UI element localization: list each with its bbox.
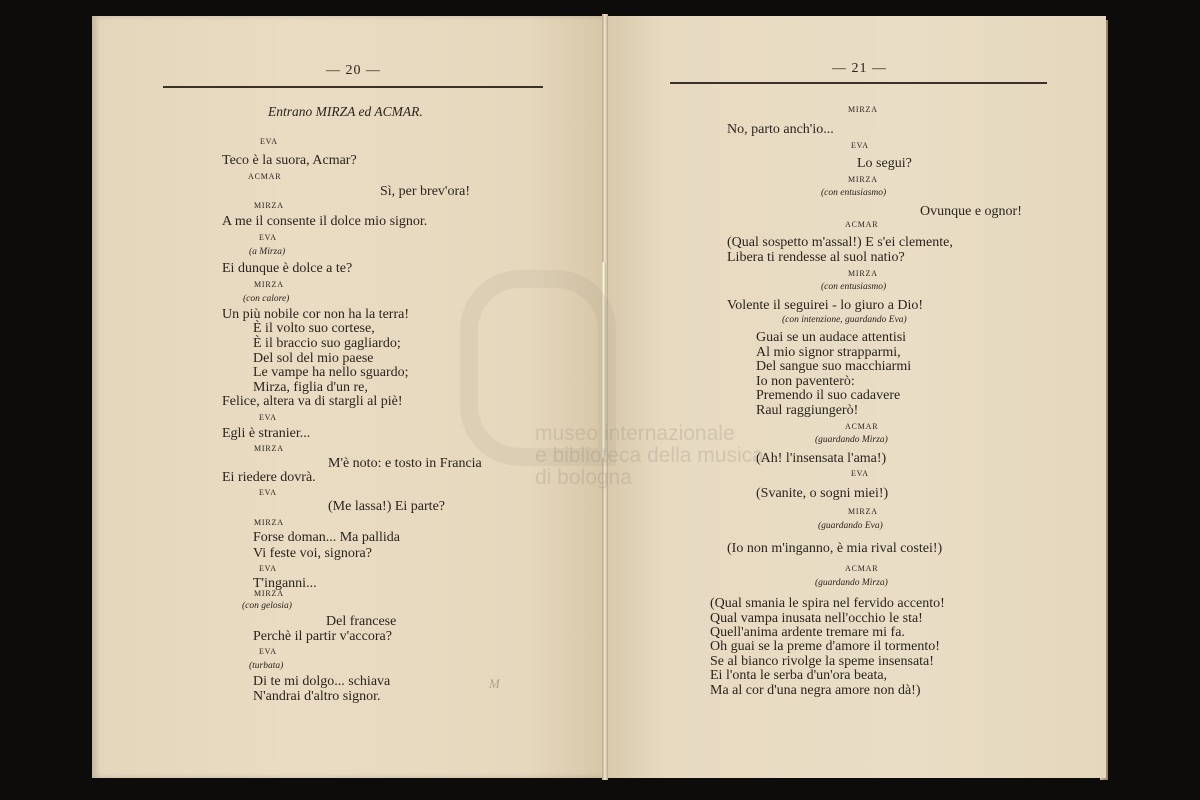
speaker-name: EVA [851, 469, 869, 478]
speaker-name: ACMAR [845, 564, 879, 573]
verse-line: Libera ti rendesse al suol natio? [727, 250, 905, 265]
verse-line: Del sangue suo macchiarmi [756, 359, 912, 374]
verse-line: Ma al cor d'una negra amore non dà!) [710, 683, 921, 698]
speaker-name: EVA [260, 137, 278, 146]
verse-line: Premendo il suo cadavere [756, 388, 901, 403]
verse-line: T'inganni... [253, 576, 317, 591]
stage-direction: (turbata) [249, 661, 284, 671]
verse-line: (Me lassa!) Ei parte? [328, 499, 445, 514]
speaker-name: MIRZA [848, 175, 878, 184]
left-page-number: — 20 — [326, 63, 381, 78]
verse-line: Mirza, figlia d'un re, [253, 380, 368, 395]
verse-line: Ei riedere dovrà. [222, 470, 316, 485]
speaker-name: MIRZA [254, 589, 284, 598]
verse-line: A me il consente il dolce mio signor. [222, 214, 428, 229]
speaker-name: EVA [851, 141, 869, 150]
speaker-name: MIRZA [254, 444, 284, 453]
verse-line: Egli è stranier... [222, 426, 311, 441]
verse-line: Le vampe ha nello sguardo; [253, 365, 409, 380]
verse-line: (Svanite, o sogni miei!) [756, 486, 889, 501]
watermark-line: museo internazionale [535, 422, 735, 445]
verse-line: (Qual smania le spira nel fervido accento! [710, 596, 945, 611]
stage-direction: (con gelosia) [242, 601, 292, 611]
speaker-name: MIRZA [254, 201, 284, 210]
watermark-text [535, 423, 764, 489]
verse-line: Volente il seguirei - lo giuro a Dio! [727, 298, 924, 313]
verse-line: Di te mi dolgo... schiava [253, 674, 391, 689]
verse-line: (Qual sospetto m'assal!) E s'ei clemente, [727, 235, 953, 250]
verse-line: Perchè il partir v'accora? [253, 629, 392, 644]
stage-direction: (con entusiasmo) [821, 282, 887, 292]
verse-line: Raul raggiungerò! [756, 403, 859, 418]
stage-direction: (a Mirza) [249, 247, 286, 257]
stage-direction: (con calore) [243, 294, 290, 304]
verse-line: Del sol del mio paese [253, 351, 374, 366]
verse-line: È il volto suo cortese, [253, 321, 375, 336]
verse-line: Io non paventerò: [756, 374, 855, 389]
speaker-name: EVA [259, 413, 277, 422]
verse-line: (Io non m'inganno, è mia rival costei!) [727, 541, 943, 556]
verse-line: Un più nobile cor non ha la terra! [222, 307, 409, 322]
right-page-number: — 21 — [832, 61, 887, 76]
verse-line: Felice, altera va di stargli al piè! [222, 394, 403, 409]
pencil-mark: M [489, 676, 500, 691]
verse-line: (Ah! l'insensata l'ama!) [756, 451, 887, 466]
verse-line: Guai se un audace attentisi [756, 330, 907, 345]
stage-direction: (guardando Mirza) [815, 435, 888, 445]
verse-line: Ovunque e ognor! [920, 204, 1022, 219]
speaker-name: MIRZA [254, 280, 284, 289]
right-header-rule [670, 82, 1047, 84]
verse-line: È il braccio suo gagliardo; [253, 336, 401, 351]
stage-direction-header: Entrano MIRZA ed ACMAR. [268, 104, 423, 119]
verse-line: Quell'anima ardente tremare mi fa. [710, 625, 905, 640]
speaker-name: EVA [259, 233, 277, 242]
watermark-line: di bologna [535, 466, 632, 489]
speaker-name: ACMAR [845, 422, 879, 431]
verse-line: Ei l'onta le serba d'un'ora beata, [710, 668, 888, 683]
speaker-name: ACMAR [248, 172, 282, 181]
stage-direction: (con entusiasmo) [821, 188, 887, 198]
speaker-name: EVA [259, 564, 277, 573]
verse-line: Teco è la suora, Acmar? [222, 153, 357, 168]
speaker-name: ACMAR [845, 220, 879, 229]
verse-line: Ei dunque è dolce a te? [222, 261, 353, 276]
verse-line: No, parto anch'io... [727, 122, 834, 137]
verse-line: Al mio signor strapparmi, [756, 345, 901, 360]
stage-direction: (guardando Mirza) [815, 578, 888, 588]
speaker-name: MIRZA [848, 507, 878, 516]
speaker-name: MIRZA [848, 105, 878, 114]
verse-line: Lo segui? [857, 156, 912, 171]
speaker-name: MIRZA [254, 518, 284, 527]
verse-line: Vi feste voi, signora? [253, 546, 372, 561]
speaker-name: MIRZA [848, 269, 878, 278]
verse-line: Forse doman... Ma pallida [253, 530, 400, 545]
watermark-line: e biblioteca della musica [535, 444, 764, 467]
verse-line: Del francese [326, 614, 397, 629]
verse-line: M'è noto: e tosto in Francia [328, 456, 482, 471]
left-header-rule [163, 86, 543, 88]
verse-line: Oh guai se la preme d'amore il tormento! [710, 639, 940, 654]
verse-line: N'andrai d'altro signor. [253, 689, 381, 704]
verse-line: Se al bianco rivolge la speme insensata! [710, 654, 934, 669]
speaker-name: EVA [259, 647, 277, 656]
speaker-name: EVA [259, 488, 277, 497]
verse-line: Sì, per brev'ora! [380, 184, 470, 199]
verse-line: Qual vampa inusata nell'occhio le sta! [710, 611, 923, 626]
stage-direction: (guardando Eva) [818, 521, 883, 531]
stage-direction: (con intenzione, guardando Eva) [782, 315, 907, 325]
